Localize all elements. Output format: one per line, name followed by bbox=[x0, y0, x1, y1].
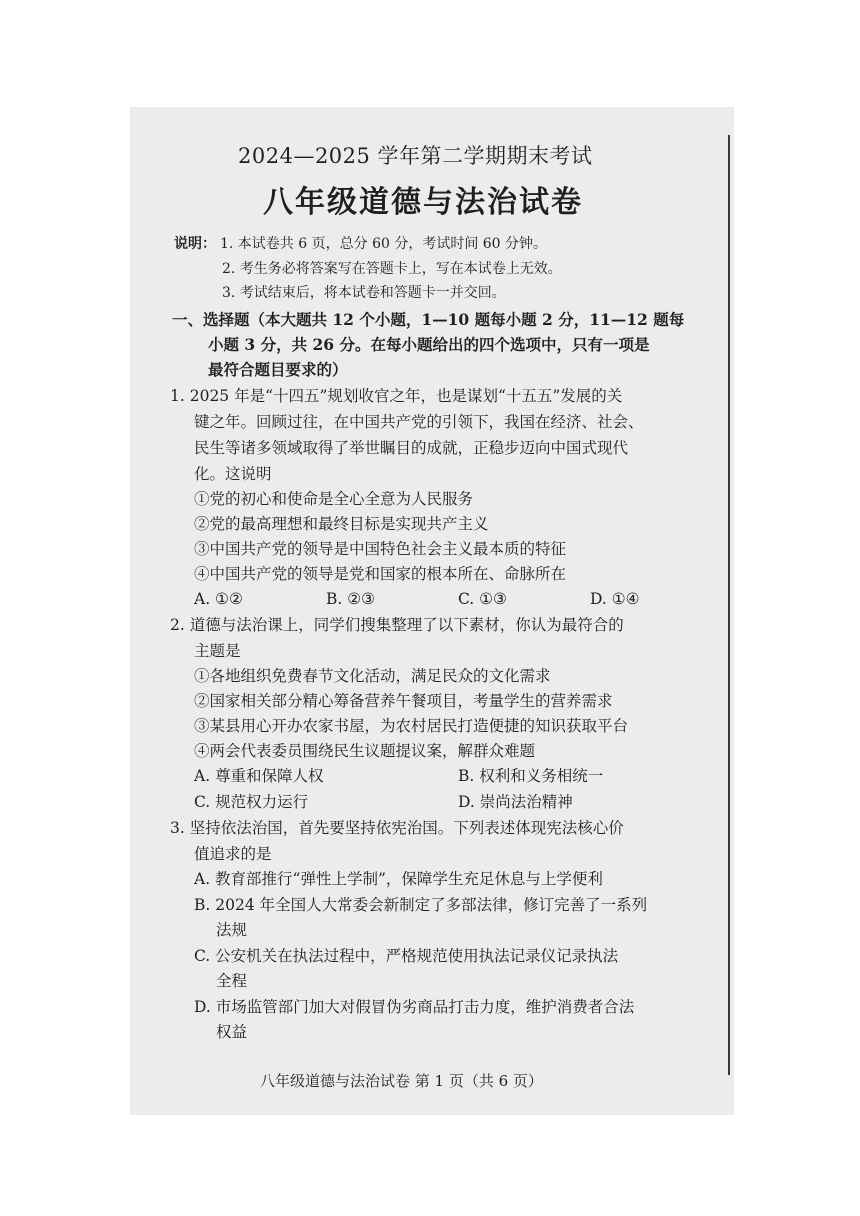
question-stem-line: 值追求的是 bbox=[194, 845, 272, 863]
page-footer: 八年级道德与法治试卷 第 1 页（共 6 页） bbox=[260, 1072, 543, 1090]
option-a[interactable]: A. 尊重和保障人权 bbox=[194, 767, 324, 785]
instruction-item: 3. 考试结束后，将本试卷和答题卡一并交回。 bbox=[222, 285, 506, 301]
option-d[interactable]: D. ①④ bbox=[590, 590, 640, 608]
statement: ③中国共产党的领导是中国特色社会主义最本质的特征 bbox=[194, 540, 567, 558]
exam-subject-title: 八年级道德与法治试卷 bbox=[263, 185, 583, 220]
option-d-continued: 权益 bbox=[216, 1023, 248, 1041]
option-c[interactable]: C. 规范权力运行 bbox=[194, 793, 309, 811]
answer-options bbox=[194, 792, 714, 814]
question-stem-line: 3. 坚持依法治国，首先要坚持依宪治国。下列表述体现宪法核心价 bbox=[170, 819, 624, 837]
page-edge-line bbox=[728, 135, 730, 1075]
section-heading: 一、选择题（本大题共 12 个小题，1—10 题每小题 2 分，11—12 题每 bbox=[172, 310, 685, 329]
option-b-continued: 法规 bbox=[216, 921, 248, 939]
question-stem-line: 主题是 bbox=[194, 642, 241, 660]
option-b[interactable]: B. 2024 年全国人大常委会新制定了多部法律，修订完善了一系列 bbox=[194, 896, 648, 914]
statement: ③某县用心开办农家书屋，为农村居民打造便捷的知识获取平台 bbox=[194, 717, 629, 735]
option-b[interactable]: B. 权利和义务相统一 bbox=[458, 767, 604, 785]
section-heading: 最符合题目要求的） bbox=[208, 360, 348, 379]
statement: ②国家相关部分精心筹备营养午餐项目，考量学生的营养需求 bbox=[194, 692, 613, 710]
option-d[interactable]: D. 崇尚法治精神 bbox=[458, 793, 573, 811]
option-a[interactable]: A. 教育部推行“弹性上学制”，保障学生充足休息与上学便利 bbox=[194, 870, 603, 888]
statement: ①党的初心和使命是全心全意为人民服务 bbox=[194, 490, 474, 508]
question-stem-line: 民生等诸多领域取得了举世瞩目的成就，正稳步迈向中国式现代 bbox=[194, 439, 629, 457]
statement: ②党的最高理想和最终目标是实现共产主义 bbox=[194, 515, 489, 533]
option-b[interactable]: B. ②③ bbox=[326, 590, 376, 608]
question-stem-line: 化。这说明 bbox=[194, 465, 272, 483]
section-heading: 小题 3 分，共 26 分。在每小题给出的四个选项中，只有一项是 bbox=[208, 335, 650, 354]
exam-paper bbox=[130, 107, 734, 1115]
option-c[interactable]: C. ①③ bbox=[458, 590, 507, 608]
question-stem-line: 键之年。回顾过往，在中国共产党的引领下，我国在经济、社会、 bbox=[194, 413, 644, 431]
question-stem-line: 1. 2025 年是“十四五”规划收官之年，也是谋划“十五五”发展的关 bbox=[170, 387, 623, 405]
option-d[interactable]: D. 市场监管部门加大对假冒伪劣商品打击力度，维护消费者合法 bbox=[194, 998, 635, 1016]
instruction-item: 1. 本试卷共 6 页，总分 60 分，考试时间 60 分钟。 bbox=[220, 236, 548, 252]
statement: ①各地组织免费春节文化活动，满足民众的文化需求 bbox=[194, 667, 551, 685]
statement: ④中国共产党的领导是党和国家的根本所在、命脉所在 bbox=[194, 565, 567, 583]
instruction-item: 2. 考生务必将答案写在答题卡上，写在本试卷上无效。 bbox=[222, 261, 562, 277]
statement: ④两会代表委员围绕民生议题提议案，解群众难题 bbox=[194, 742, 536, 760]
answer-options bbox=[194, 766, 714, 788]
question-stem-line: 2. 道德与法治课上，同学们搜集整理了以下素材，你认为最符合的 bbox=[170, 616, 624, 634]
exam-title: 2024—2025 学年第二学期期末考试 bbox=[238, 144, 593, 168]
option-c[interactable]: C. 公安机关在执法过程中，严格规范使用执法记录仪记录执法 bbox=[194, 947, 619, 965]
option-a[interactable]: A. ①② bbox=[194, 590, 243, 608]
instructions-label: 说明： bbox=[174, 236, 216, 252]
answer-options bbox=[194, 589, 714, 611]
option-c-continued: 全程 bbox=[216, 972, 248, 990]
